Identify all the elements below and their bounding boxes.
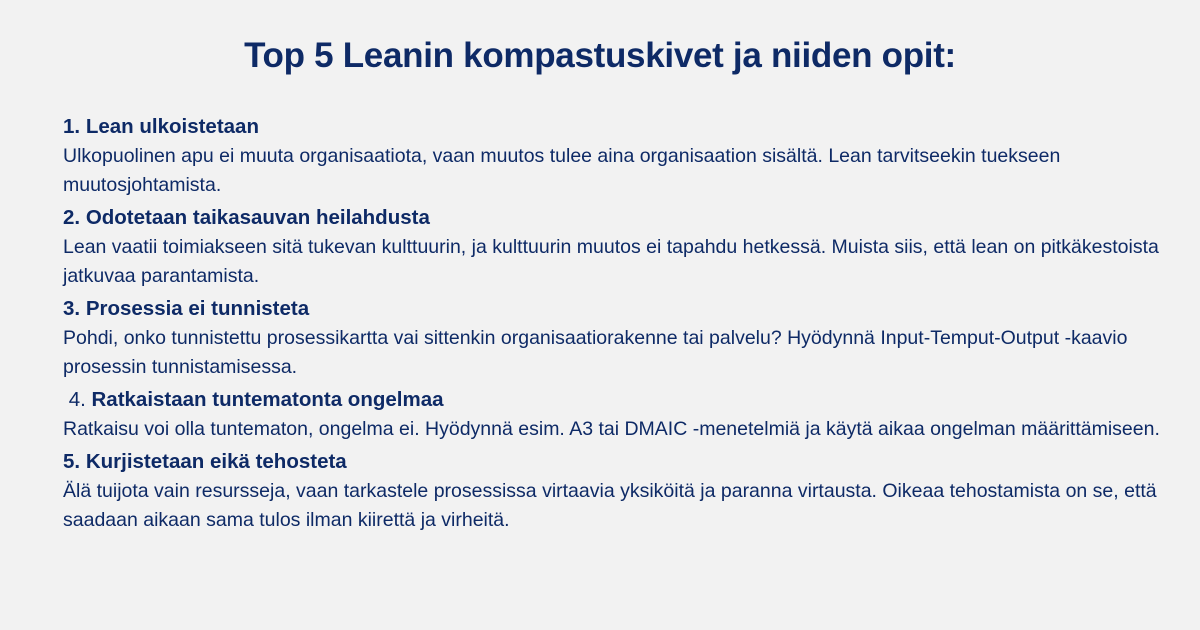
item-heading [63,294,1160,324]
item-number: 5. [63,450,81,473]
list-item [63,203,1160,291]
item-description: Ratkaisu voi olla tuntematon, ongelma ei. Hyödynnä esim. A3 tai DMAIC -menetelmiä ja käytä aikaa ongelman määrittämiseen. [63,418,1160,440]
item-heading [63,203,1160,233]
item-description: Älä tuijota vain resursseja, vaan tarkastele prosessissa virtaavia yksiköitä ja paranna virtausta. Oikeaa tehostamista on se, että saadaan aikaan sama tulos ilman kiirettä ja virheitä. [63,480,1157,531]
item-number: 1. [63,115,81,138]
list-item [63,447,1160,535]
item-title: Kurjistetaan eikä tehosteta [85,450,347,473]
item-description: Pohdi, onko tunnistettu prosessikartta vai sittenkin organisaatiorakenne tai palvelu? Hyödynnä Input-Temput-Output -kaavio prosessin tunnistamisessa. [63,327,1128,378]
item-heading [63,112,1160,142]
list-item [63,112,1160,200]
item-number: 2. [63,206,81,229]
page-title: Top 5 Leanin kompastuskivet ja niiden opit: [244,36,956,75]
item-title: Lean ulkoistetaan [85,115,259,138]
list-item [63,294,1160,382]
item-number: 4. [63,388,86,411]
list-item [63,385,1160,444]
item-title: Ratkaistaan tuntematonta ongelmaa [91,388,444,411]
pitfall-list [63,112,1160,538]
item-title: Prosessia ei tunnisteta [85,297,310,320]
item-heading [63,385,1160,415]
item-description: Lean vaatii toimiakseen sitä tukevan kulttuurin, ja kulttuurin muutos ei tapahdu hetkessä. Muista siis, että lean on pitkäkestoista jatkuvaa parantamista. [63,236,1159,287]
item-number: 3. [63,297,81,320]
item-title: Odotetaan taikasauvan heilahdusta [85,206,430,229]
item-heading [63,447,1160,477]
item-description: Ulkopuolinen apu ei muuta organisaatiota, vaan muutos tulee aina organisaation sisältä. Lean tarvitseekin tuekseen muutosjohtamista. [63,145,1061,196]
